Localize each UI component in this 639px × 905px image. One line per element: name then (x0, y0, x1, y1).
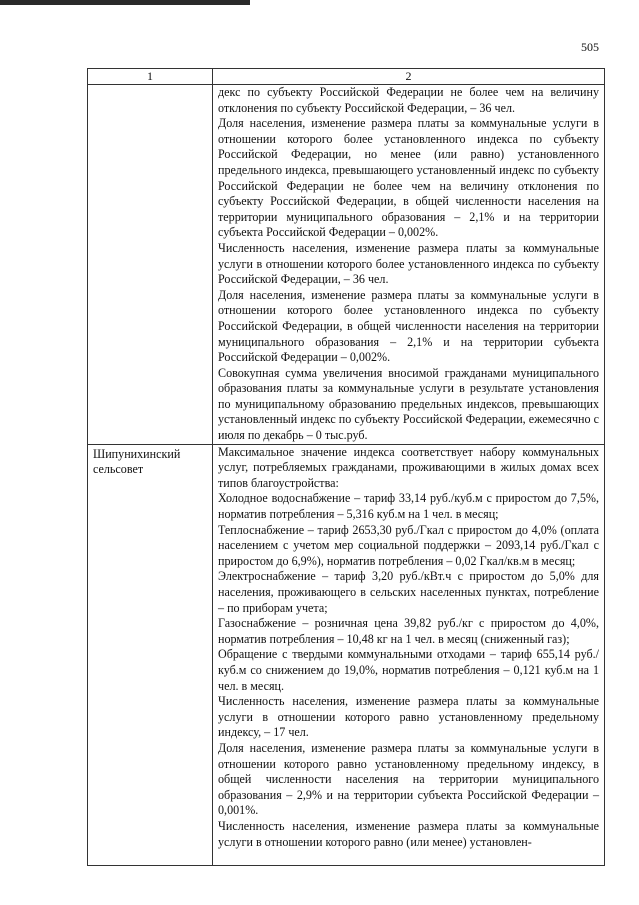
table-row (88, 85, 605, 445)
scan-edge-mark (0, 0, 250, 5)
document-table (87, 68, 605, 866)
paragraph: Обращение с твердыми коммунальными отходами – тариф 655,14 руб./куб.м со снижением до 19,0%, норматив потребления – 0,121 куб.м на 1 чел. в месяц. (218, 647, 599, 693)
paragraph: Газоснабжение – розничная цена 39,82 руб./кг с приростом до 4,0%, норматив потребления – 10,48 кг на 1 чел. в месяц (сниженный газ); (218, 616, 599, 646)
table-header-row (88, 69, 605, 85)
paragraph: декс по субъекту Российской Федерации не более чем на величину отклонения по субъекту Российской Федерации, – 36 чел. (218, 85, 599, 115)
column-header-1: 1 (88, 69, 213, 85)
paragraph: Доля населения, изменение размера платы за коммунальные услуги в отношении которого более установленного индекса по субъекту Российской Федерации, но менее (или равно) установленного предельного индекса, превышающего установленный индекс по субъекту Российской Федерации не более чем на величину отклонения по субъекту Российской Федерации, в общей численности населения на территории муниципального образования – 2,1% и на территории субъекта Российской Федерации – 0,002%. (218, 116, 599, 240)
municipality-name (88, 85, 212, 89)
description-cell (213, 444, 605, 865)
paragraph: Холодное водоснабжение – тариф 33,14 руб./куб.м с приростом до 7,5%, норматив потребления – 5,316 куб.м на 1 чел. в месяц; (218, 491, 599, 522)
paragraph: Теплоснабжение – тариф 2653,30 руб./Гкал с приростом до 4,0% (оплата населением с учетом мер социальной поддержки – 2093,14 руб./Гкал с приростом до 6,9%), норматив потребления – 0,02 Гкал/кв.м в месяц; (218, 522, 599, 568)
paragraph: Численность населения, изменение размера платы за коммунальные услуги в отношении которого равно (или менее) установлен- (218, 818, 599, 849)
paragraph: Совокупная сумма увеличения вносимой гражданами муниципального образования платы за коммунальные услуги в результате установления по муниципальному образованию предельных индексов, превышающих установленный индекс по субъекту Российской Федерации, ежемесячно с июля по декабрь – 0 тыс.руб. (218, 365, 599, 443)
table-row (88, 444, 605, 865)
paragraph: Доля населения, изменение размера платы за коммунальные услуги в отношении которого более установленного индекса по субъекту Российской Федерации, в общей численности населения на территории муниципального образования – 2,1% и на территории субъекта Российской Федерации – 0,002%. (218, 287, 599, 365)
page-number: 505 (581, 40, 599, 54)
municipality-cell (88, 444, 213, 865)
column-header-2: 2 (213, 69, 605, 85)
paragraph: Максимальное значение индекса соответствует набору коммунальных услуг, потребляемых гражданами, проживающими в жилых домах всех типов благоустройства: (218, 444, 599, 490)
description-cell (213, 85, 605, 445)
municipality-name: Шипунихинский сельсовет (93, 446, 181, 477)
municipality-cell (88, 85, 213, 445)
paragraph: Доля населения, изменение размера платы за коммунальные услуги в отношении которого равно установленному предельному индексу, в общей численности населения на территории муниципального образования – 2,9% и на территории субъекта Российской Федерации – 0,001%. (218, 740, 599, 818)
paragraph: Численность населения, изменение размера платы за коммунальные услуги в отношении которого равно установленному предельному индексу, – 17 чел. (218, 694, 599, 740)
paragraph: Численность населения, изменение размера платы за коммунальные услуги в отношении которого более установленного индекса по субъекту Российской Федерации, – 36 чел. (218, 240, 599, 287)
paragraph: Электроснабжение – тариф 3,20 руб./кВт.ч с приростом до 5,0% для населения, проживающего в сельских населенных пунктах, потребление – по приборам учета; (218, 569, 599, 615)
